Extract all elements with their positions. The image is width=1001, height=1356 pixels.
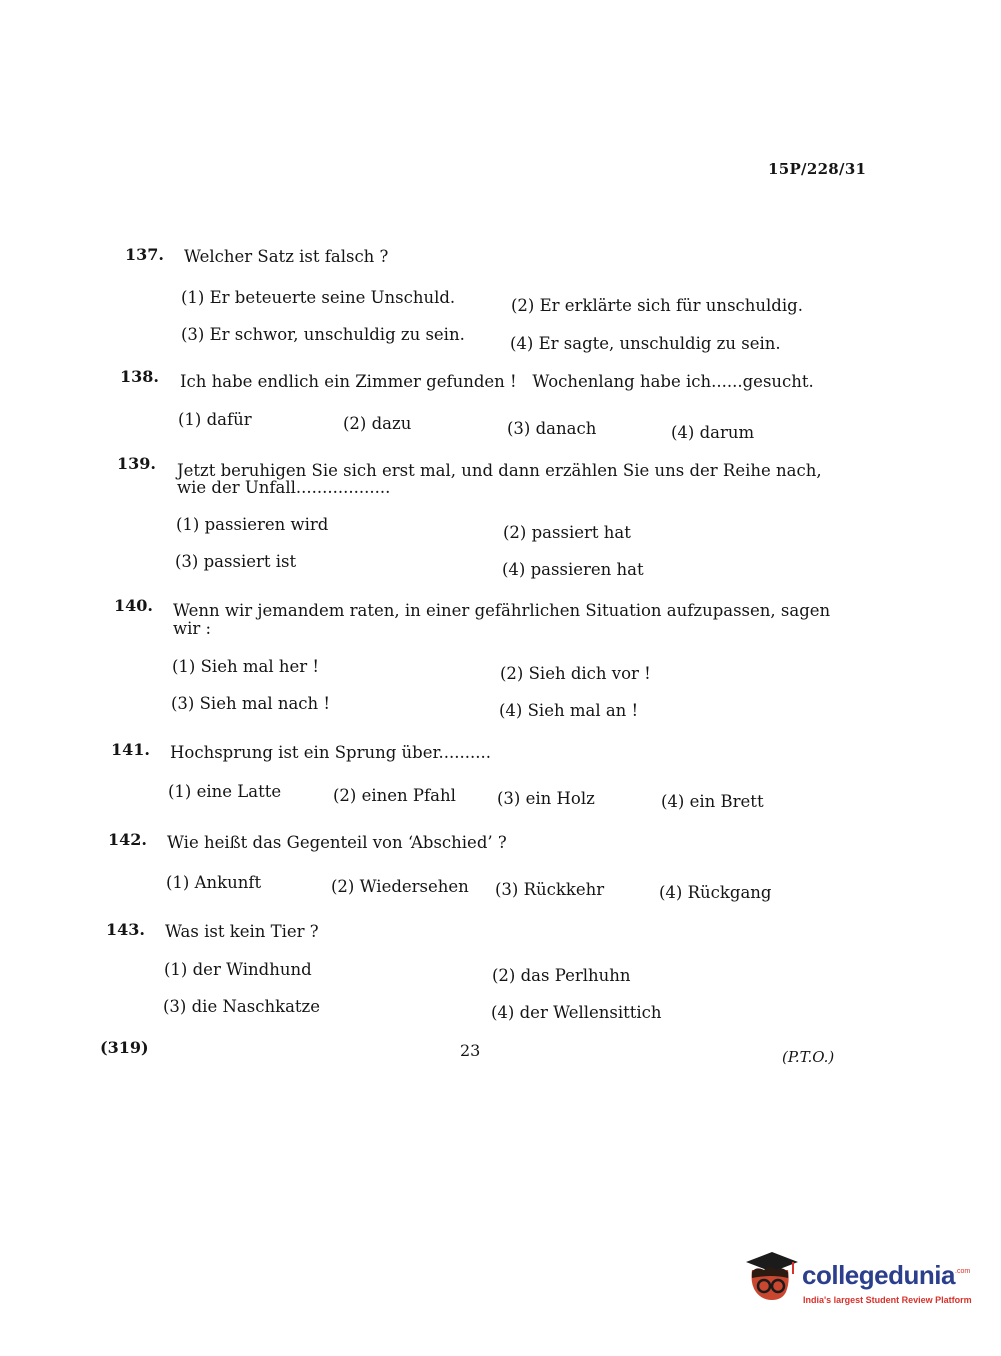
option-4: (4) Sieh mal an ! — [499, 701, 639, 720]
option-1: (1) der Windhund — [164, 960, 312, 979]
question-number: 137. — [125, 245, 164, 264]
option-1: (1) passieren wird — [176, 515, 329, 534]
please-turn-over: (P.T.O.) — [782, 1048, 835, 1066]
brand-suffix: .com — [955, 1268, 971, 1275]
option-1: (1) Er beteuerte seine Unschuld. — [181, 288, 456, 307]
option-3: (3) Rückkehr — [495, 880, 605, 899]
mascot-icon — [742, 1250, 800, 1314]
option-3: (3) ein Holz — [497, 789, 595, 808]
question-text: Wie heißt das Gegenteil von ‘Abschied’ ? — [167, 833, 507, 852]
brand-tagline: India's largest Student Review Platform — [803, 1295, 972, 1305]
question-number: 140. — [114, 596, 153, 615]
option-3: (3) die Naschkatze — [163, 997, 320, 1016]
question-text-line-1: Wenn wir jemandem raten, in einer gefährlichen Situation aufzupassen, sagen — [173, 601, 831, 620]
booklet-code: (319) — [100, 1038, 149, 1057]
question-number: 141. — [111, 740, 150, 759]
option-4: (4) ein Brett — [661, 792, 764, 811]
option-4: (4) Rückgang — [659, 883, 772, 902]
question-text-line-2: wir : — [173, 619, 212, 638]
question-number: 142. — [108, 830, 147, 849]
option-4: (4) passieren hat — [502, 560, 644, 579]
option-2: (2) Er erklärte sich für unschuldig. — [511, 296, 803, 315]
option-4: (4) der Wellensittich — [491, 1003, 662, 1022]
option-1: (1) Ankunft — [166, 873, 262, 892]
question-number: 143. — [106, 920, 145, 939]
question-text: Welcher Satz ist falsch ? — [184, 247, 389, 266]
option-3: (3) passiert ist — [175, 552, 297, 571]
question-text: Was ist kein Tier ? — [165, 922, 319, 941]
question-text: Ich habe endlich ein Zimmer gefunden ! Wochenlang habe ich......gesucht. — [180, 372, 814, 391]
option-4: (4) darum — [671, 423, 755, 442]
question-text-line-2: wie der Unfall.................. — [177, 478, 391, 497]
page-number: 23 — [460, 1041, 481, 1060]
option-3: (3) Sieh mal nach ! — [171, 694, 331, 713]
option-1: (1) eine Latte — [168, 782, 282, 801]
option-3: (3) danach — [507, 419, 597, 438]
option-2: (2) Wiedersehen — [331, 877, 469, 896]
collegedunia-logo — [742, 1250, 972, 1320]
question-text-line-1: Jetzt beruhigen Sie sich erst mal, und dann erzählen Sie uns der Reihe nach, — [177, 461, 822, 480]
option-2: (2) das Perlhuhn — [492, 966, 631, 985]
paper-code: 15P/228/31 — [768, 160, 867, 178]
question-number: 139. — [117, 454, 156, 473]
option-4: (4) Er sagte, unschuldig zu sein. — [510, 334, 781, 353]
option-2: (2) passiert hat — [503, 523, 631, 542]
option-3: (3) Er schwor, unschuldig zu sein. — [181, 325, 465, 344]
option-2: (2) einen Pfahl — [333, 786, 456, 805]
option-2: (2) dazu — [343, 414, 412, 433]
option-1: (1) dafür — [178, 410, 252, 429]
option-1: (1) Sieh mal her ! — [172, 657, 319, 676]
brand-name: collegedunia — [802, 1260, 955, 1290]
question-text: Hochsprung ist ein Sprung über.......... — [170, 743, 491, 762]
question-number: 138. — [120, 367, 159, 386]
option-2: (2) Sieh dich vor ! — [500, 664, 651, 683]
